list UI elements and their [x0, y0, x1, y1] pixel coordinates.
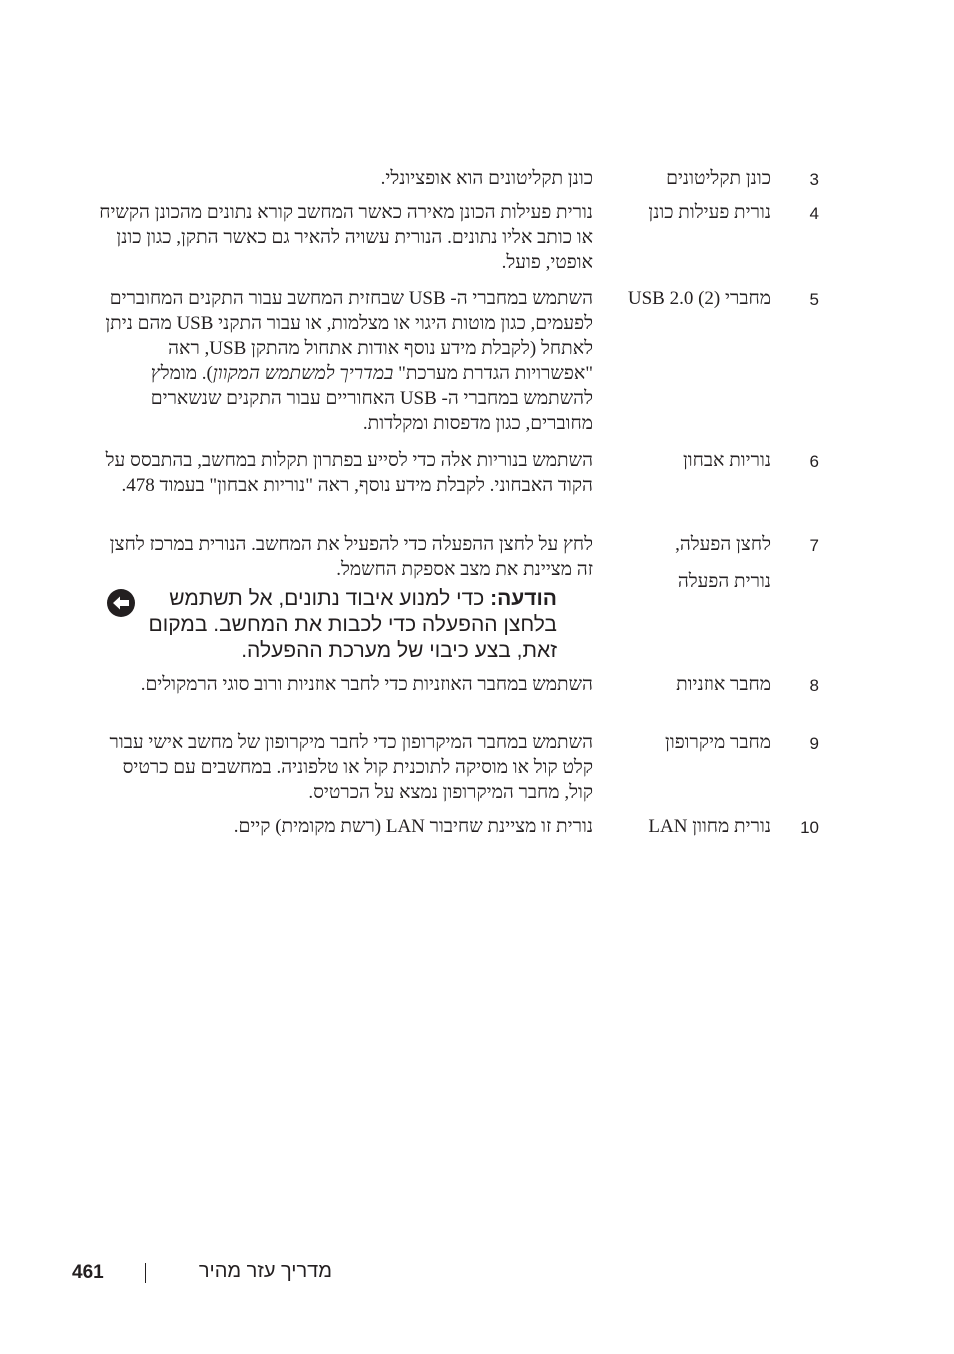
footer-title: מדריך עזר מהיר	[198, 1260, 332, 1282]
page-number: 461	[72, 1262, 104, 1283]
description-text: ). מומלץ להשתמש במחברי ה- USB האחוריים עבור התקנים שנשארים מחוברים, כגון מדפסות ומקלדות.	[150, 363, 593, 434]
row-number: 7	[809, 536, 819, 555]
row-number: 9	[809, 734, 819, 753]
row-name-line: נורית הפעלה	[677, 571, 771, 592]
notice-body: כדי למנוע איבוד נתונים, אל תשתמש בלחצן ההפעלה כדי לכבות את המחשב. במקום זאת, בצע כיבוי של מערכת ההפעלה.	[148, 587, 557, 662]
row-description: נורית זו מציינת שחיבור LAN (רשת מקומית) קיים.	[233, 816, 593, 837]
table-row	[100, 448, 825, 532]
table-row	[100, 200, 825, 286]
row-number: 5	[809, 290, 819, 309]
row-description: השתמש בנוריות אלה כדי לסייע בפתרון תקלות במחשב, בהתבסס על הקוד האבחוני. לקבלת מידע נוסף, ראה "נוריות אבחון" בעמוד 478.	[105, 450, 593, 496]
table-row	[100, 166, 825, 200]
footer-divider	[145, 1263, 146, 1283]
row-name: מחבר מיקרופון	[664, 732, 771, 753]
row-name: נורית פעילות כונן	[648, 202, 771, 223]
connector-table	[100, 166, 825, 848]
notice-box	[96, 586, 593, 664]
description-text: השתמש במחברי ה- USB שבחזית המחשב עבור התקנים המחוברים לפעמים, כגון מוטות היגוי או מצלמות, או עבור התקני USB מהם ניתן לאתחל (לקבלת מידע נוסף אודות אתחול מהתקן USB, ראה "אפשרויות הגדרת מערכת"	[105, 288, 593, 384]
row-number: 3	[809, 170, 819, 189]
row-name	[593, 532, 771, 672]
row-name: נורית מחוון LAN	[648, 816, 771, 837]
row-name: מחבר אוזניות	[676, 674, 771, 695]
row-name-line: לחצן הפעלה,	[675, 534, 771, 555]
row-description: השתמש במחבר האוזניות כדי לחבר אוזניות ורוב סוגי הרמקולים.	[140, 674, 593, 695]
row-name: נוריות אבחון	[682, 450, 771, 471]
row-description: השתמש במחבר המיקרופון כדי לחבר מיקרופון של מחשב אישי עבור קלט קול או מוסיקה לתוכנית קול או טלפוניה. במחשבים עם כרטיס קול, מחבר המיקרופון נמצא על הכרטיס.	[109, 732, 593, 803]
row-description	[96, 286, 593, 448]
notice-text	[102, 586, 593, 664]
table-row	[100, 814, 825, 848]
notice-label: הודעה:	[490, 587, 557, 610]
description-text: לחץ על לחצן ההפעלה כדי להפעיל את המחשב. הנורית במרכז לחצן זה מציינת את מצב אספקת החשמל.	[109, 534, 593, 580]
row-description: כונן תקליטונים הוא אופציונלי.	[380, 168, 593, 189]
notice-arrow-icon	[104, 588, 136, 664]
table-row	[100, 532, 825, 672]
row-name: כונן תקליטונים	[666, 168, 771, 189]
row-description	[96, 532, 593, 672]
table-row	[100, 672, 825, 730]
row-description: נורית פעילות הכונן מאירה כאשר המחשב קורא נתונים מהכונן הקשיח או כותב אליו נתונים. הנורית עשויה להאיר גם כאשר התקן, כגון כונן אופטי, פועל.	[99, 202, 593, 273]
page-footer	[72, 1260, 332, 1290]
table-row	[100, 730, 825, 814]
row-number: 6	[809, 452, 819, 471]
row-number: 8	[809, 676, 819, 695]
table-row	[100, 286, 825, 448]
manual-reference: במדריך למשתמש המקוון	[212, 363, 394, 384]
row-number: 10	[800, 818, 819, 837]
row-name: מחברי USB 2.0 (2)	[627, 288, 771, 309]
row-number: 4	[809, 204, 819, 223]
